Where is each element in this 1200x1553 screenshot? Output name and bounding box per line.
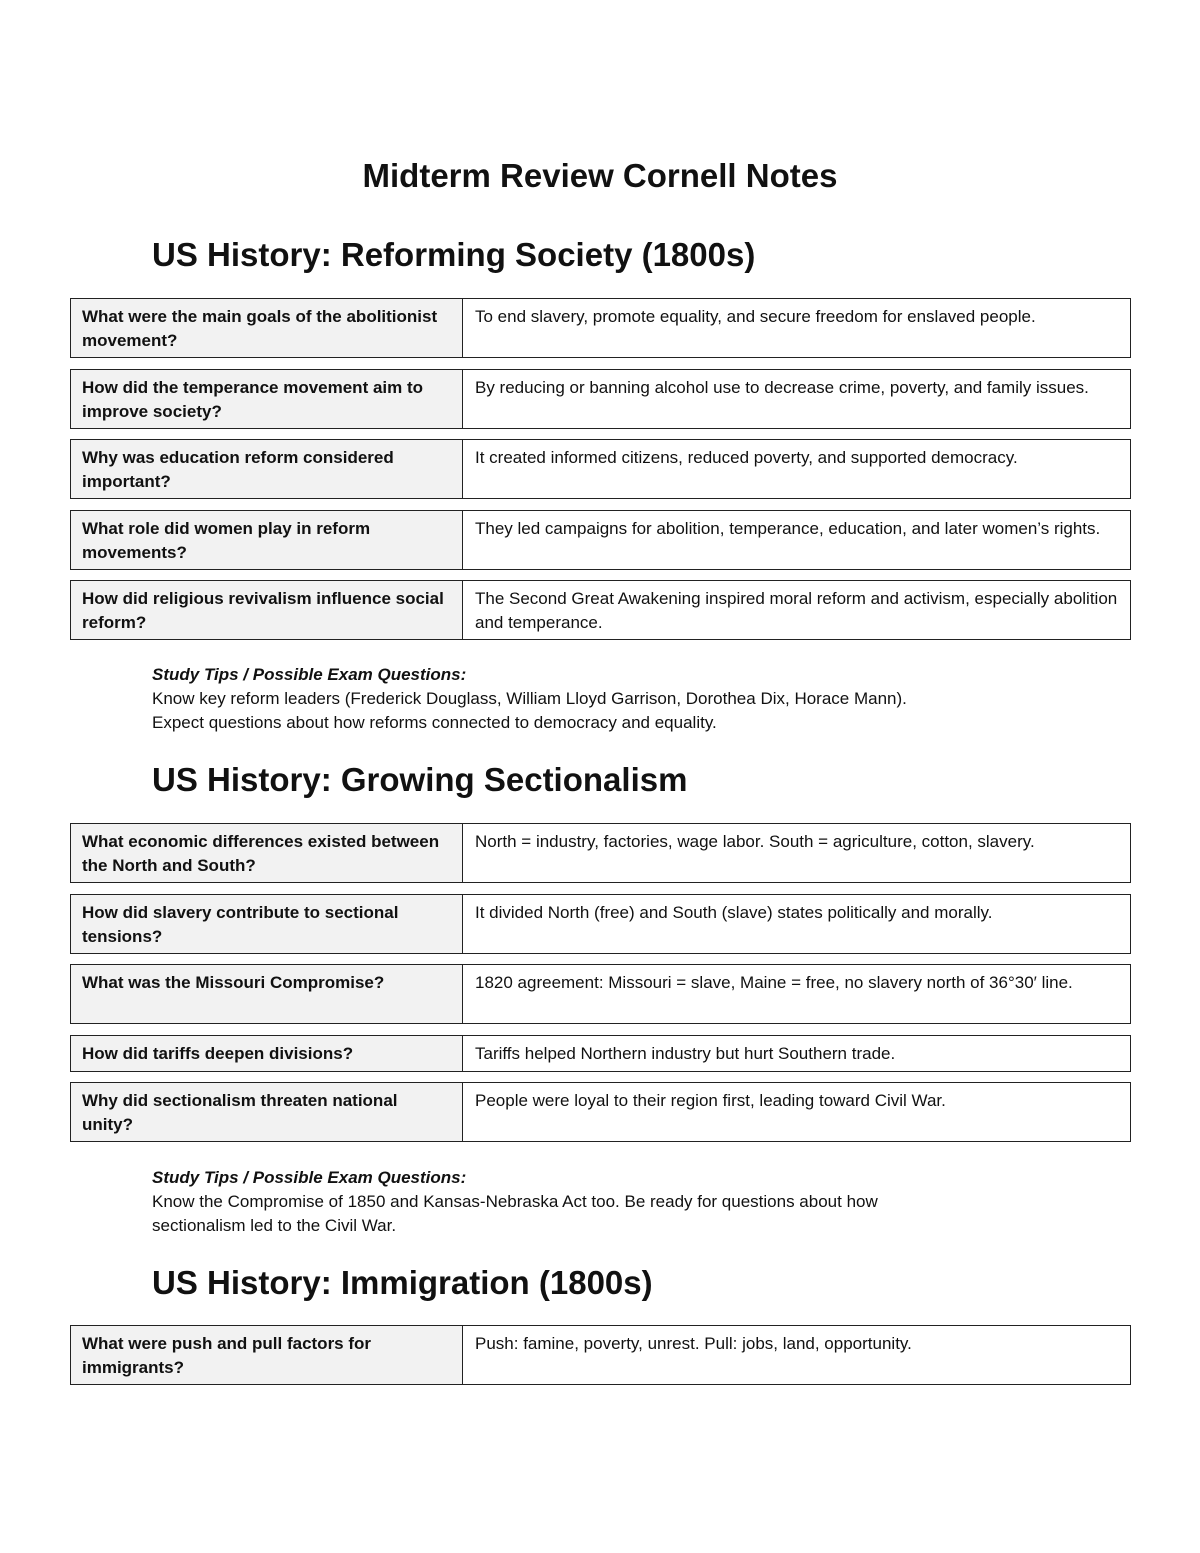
study-tips bbox=[152, 663, 1112, 735]
answer-cell: They led campaigns for abolition, temperance, education, and later women’s rights. bbox=[475, 519, 1101, 538]
question-cell: What were the main goals of the abolitionist movement? bbox=[71, 299, 463, 357]
table-row bbox=[70, 580, 1131, 640]
answer-cell: 1820 agreement: Missouri = slave, Maine = free, no slavery north of 36°30′ line. bbox=[475, 973, 1073, 992]
table-row bbox=[70, 510, 1131, 570]
answer-cell: To end slavery, promote equality, and secure freedom for enslaved people. bbox=[475, 307, 1036, 326]
table-row bbox=[70, 369, 1131, 429]
study-tips bbox=[152, 1166, 1112, 1238]
table-row bbox=[70, 1325, 1131, 1385]
section-heading-growing-sectionalism: US History: Growing Sectionalism bbox=[152, 761, 688, 798]
answer-cell: It divided North (free) and South (slave) states politically and morally. bbox=[475, 903, 993, 922]
question-cell: Why was education reform considered important? bbox=[71, 440, 463, 498]
answer-cell: North = industry, factories, wage labor. South = agriculture, cotton, slavery. bbox=[475, 832, 1035, 851]
section-heading-reforming-society: US History: Reforming Society (1800s) bbox=[152, 236, 756, 273]
table-row bbox=[70, 894, 1131, 954]
table-row bbox=[70, 439, 1131, 499]
table-row bbox=[70, 964, 1131, 1024]
question-cell: What were push and pull factors for immigrants? bbox=[71, 1326, 463, 1384]
question-cell: How did the temperance movement aim to improve society? bbox=[71, 370, 463, 428]
table-row bbox=[70, 823, 1131, 883]
table-row bbox=[70, 1082, 1131, 1142]
question-cell: What role did women play in reform movements? bbox=[71, 511, 463, 569]
question-cell: What economic differences existed between the North and South? bbox=[71, 824, 463, 882]
table-row bbox=[70, 298, 1131, 358]
section-heading-immigration: US History: Immigration (1800s) bbox=[152, 1264, 653, 1301]
study-tips-line: Know key reform leaders (Frederick Douglass, William Lloyd Garrison, Dorothea Dix, Horace Mann). bbox=[152, 689, 907, 708]
answer-cell: By reducing or banning alcohol use to decrease crime, poverty, and family issues. bbox=[475, 378, 1089, 397]
study-tips-line: sectionalism led to the Civil War. bbox=[152, 1216, 397, 1235]
question-cell: How did slavery contribute to sectional tensions? bbox=[71, 895, 463, 953]
study-tips-line: Expect questions about how reforms connected to democracy and equality. bbox=[152, 713, 717, 732]
question-cell: How did religious revivalism influence social reform? bbox=[71, 581, 463, 639]
table-row bbox=[70, 1035, 1131, 1072]
answer-cell: It created informed citizens, reduced poverty, and supported democracy. bbox=[475, 448, 1018, 467]
answer-cell: Tariffs helped Northern industry but hurt Southern trade. bbox=[475, 1044, 896, 1063]
study-tips-heading: Study Tips / Possible Exam Questions: bbox=[152, 665, 467, 684]
question-cell: Why did sectionalism threaten national unity? bbox=[71, 1083, 463, 1141]
question-cell: How did tariffs deepen divisions? bbox=[71, 1036, 463, 1071]
study-tips-line: Know the Compromise of 1850 and Kansas-Nebraska Act too. Be ready for questions about how bbox=[152, 1192, 878, 1211]
answer-cell: The Second Great Awakening inspired moral reform and activism, especially abolition and temperance. bbox=[475, 589, 1118, 632]
document-title: Midterm Review Cornell Notes bbox=[362, 157, 838, 194]
answer-cell: People were loyal to their region first, leading toward Civil War. bbox=[475, 1091, 946, 1110]
study-tips-heading: Study Tips / Possible Exam Questions: bbox=[152, 1168, 467, 1187]
answer-cell: Push: famine, poverty, unrest. Pull: jobs, land, opportunity. bbox=[475, 1334, 912, 1353]
question-cell: What was the Missouri Compromise? bbox=[71, 965, 463, 1023]
